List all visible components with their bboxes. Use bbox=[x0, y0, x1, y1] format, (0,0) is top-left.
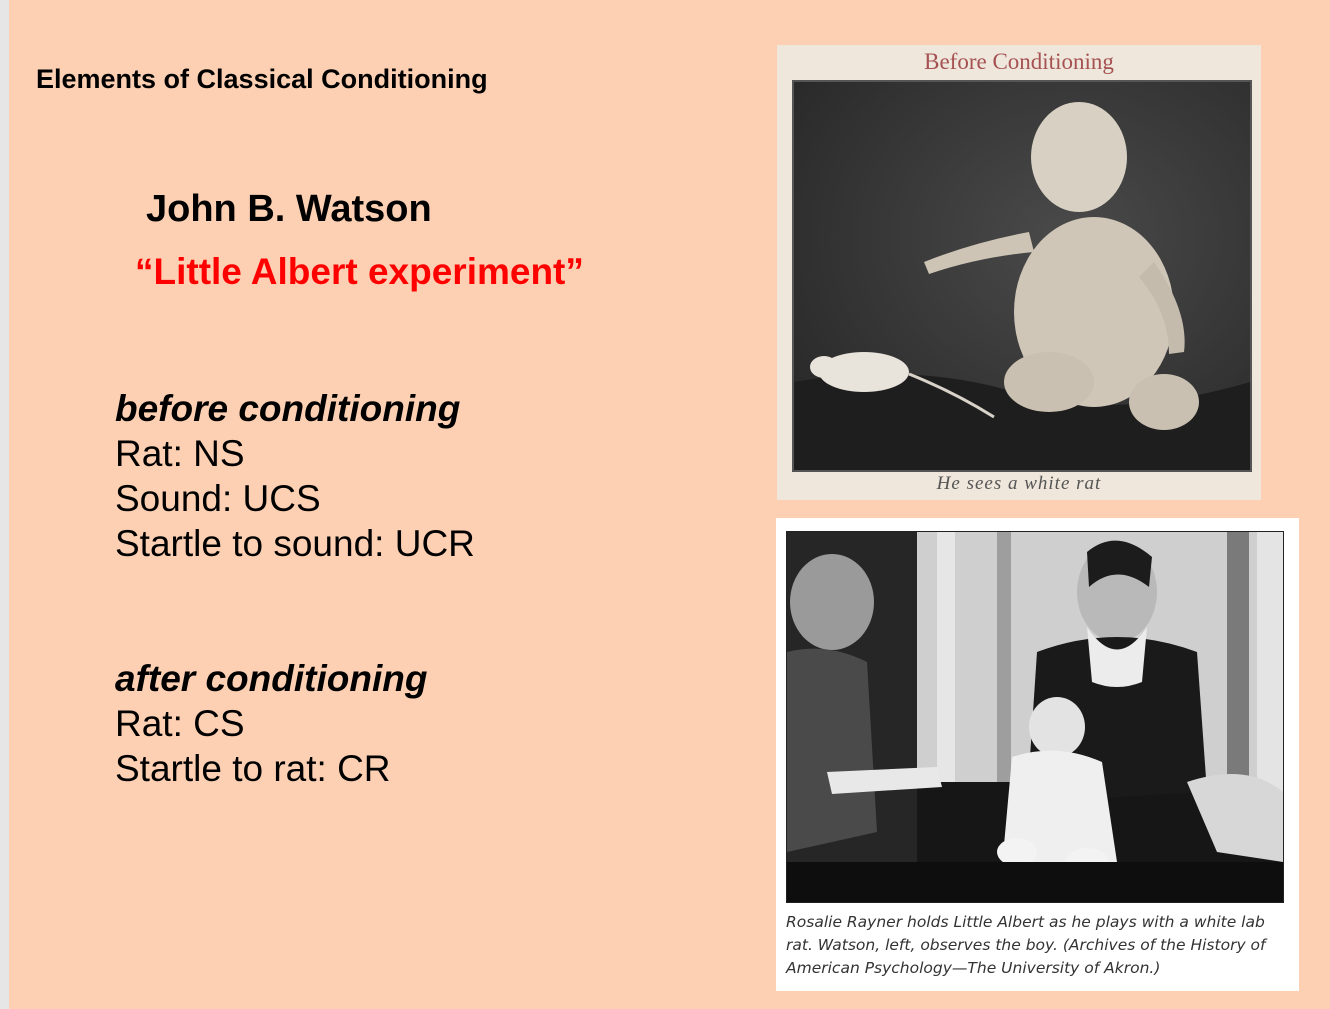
before-line: Startle to sound: UCR bbox=[115, 523, 475, 564]
after-line: Startle to rat: CR bbox=[115, 748, 391, 789]
photo-caption: Rosalie Rayner holds Little Albert as he plays with a white lab rat. Watson, left, observes the boy. (Archives of the History of American Psychology—The University of Akron.) bbox=[786, 913, 1266, 977]
after-conditioning-heading: after conditioning bbox=[115, 658, 428, 699]
baby-with-rat-image bbox=[792, 80, 1252, 472]
before-line: Sound: UCS bbox=[115, 478, 321, 519]
before-conditioning-photo bbox=[777, 45, 1261, 500]
rayner-albert-photo bbox=[776, 518, 1299, 991]
photo-caption-bottom: He sees a white rat bbox=[936, 473, 1102, 494]
after-line: Rat: CS bbox=[115, 703, 245, 744]
before-conditioning-section bbox=[115, 386, 475, 566]
before-line: Rat: NS bbox=[115, 433, 245, 474]
after-conditioning-section bbox=[115, 656, 427, 791]
slide-left-border bbox=[0, 0, 9, 1009]
slide-title: Elements of Classical Conditioning bbox=[36, 64, 488, 94]
rayner-albert-image bbox=[786, 531, 1284, 903]
experiment-name: “Little Albert experiment” bbox=[135, 251, 584, 292]
photo-caption-top: Before Conditioning bbox=[924, 49, 1114, 74]
before-conditioning-heading: before conditioning bbox=[115, 388, 461, 429]
author-name: John B. Watson bbox=[146, 188, 432, 230]
